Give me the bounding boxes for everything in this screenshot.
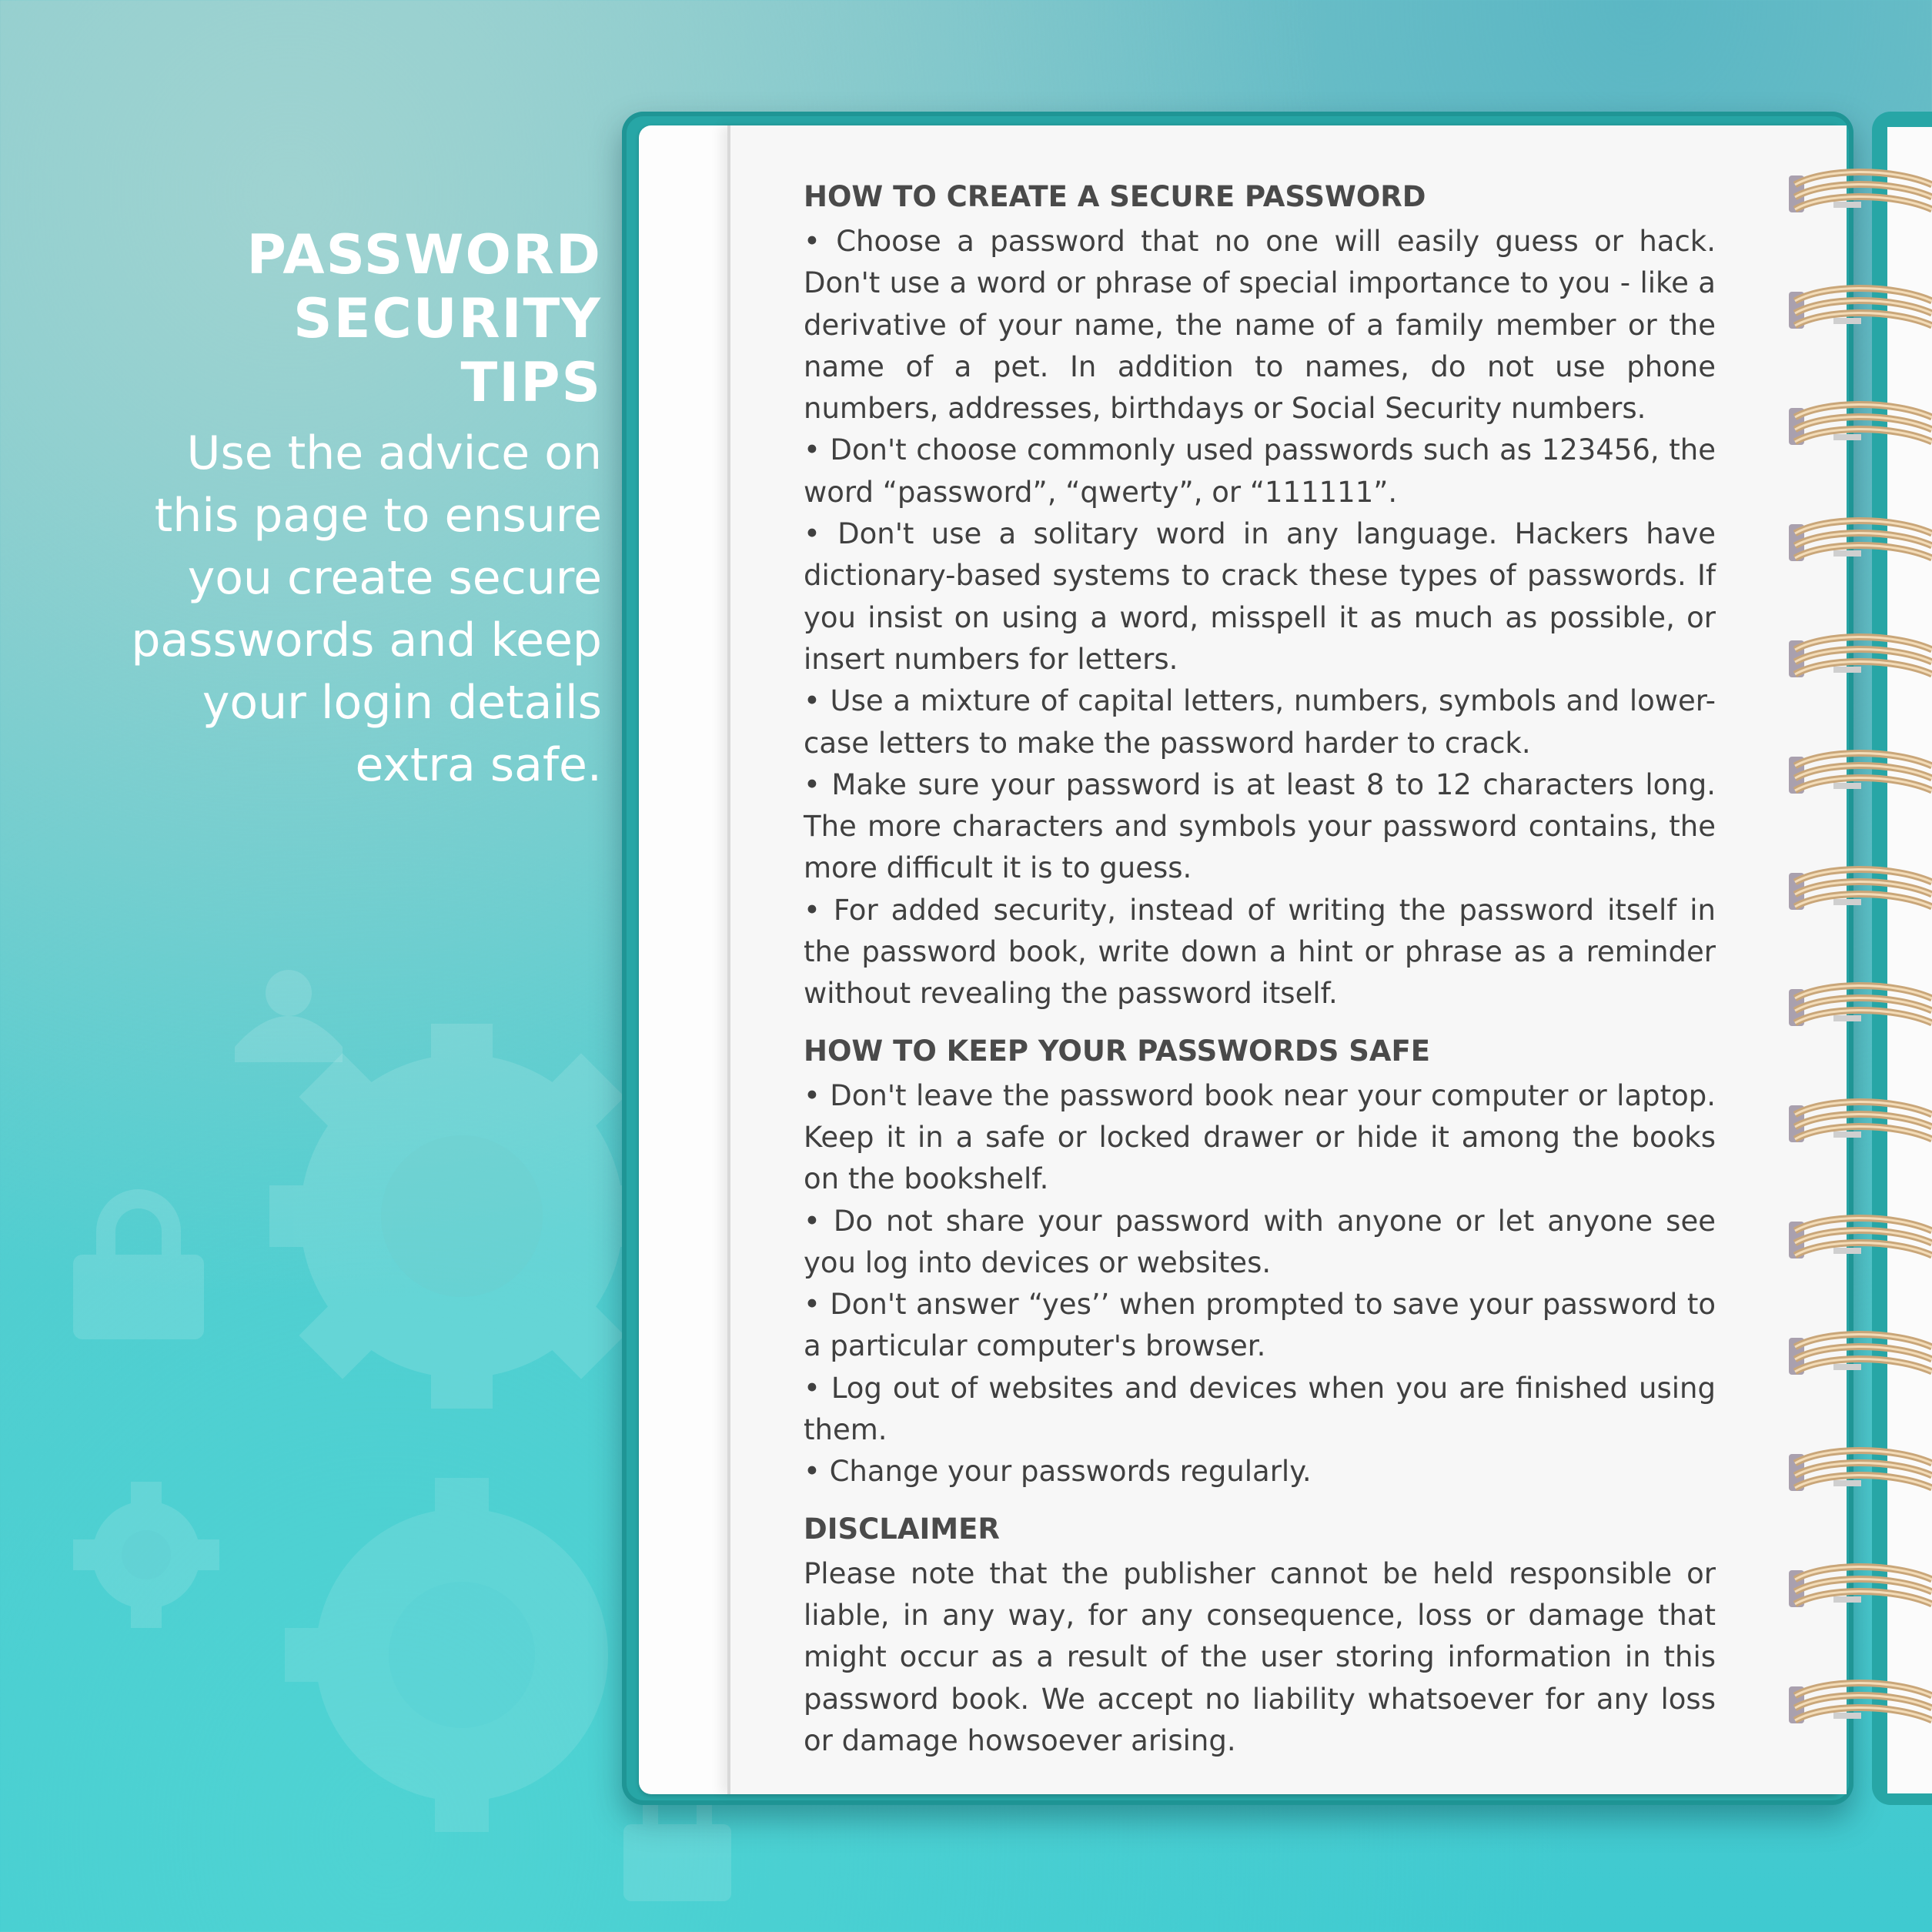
section-heading-create: HOW TO CREATE A SECURE PASSWORD [804, 180, 1426, 213]
intro-description-line: passwords and keep [131, 613, 602, 667]
intro-description [23, 423, 602, 797]
intro-description-line: your login details [202, 676, 602, 730]
spiral-ring [1778, 743, 1932, 827]
tip-paragraph: • Log out of websites and devices when you are finished using them. [804, 1371, 1716, 1447]
tip-paragraph: • Don't choose commonly used passwords such as 123456, the word “password”, “qwerty”, or “111111”. [804, 433, 1716, 509]
tip-paragraph: • Do not share your password with anyone or let anyone see you log into devices or websites. [804, 1204, 1716, 1279]
intro-description-line: this page to ensure [154, 489, 602, 543]
tip-paragraph: • Don't use a solitary word in any language. Hackers have dictionary-based systems to crack these types of passwords. If you insist on using a word, misspell it as much as possible, or insert numbers for letters. [804, 517, 1716, 676]
intro-panel [23, 223, 602, 797]
tip-paragraph: • Use a mixture of capital letters, numbers, symbols and lower-case letters to make the password harder to crack. [804, 684, 1716, 760]
page-content [804, 173, 1716, 1762]
intro-description-line: Use the advice on [186, 426, 602, 480]
intro-title-line: PASSWORD [246, 223, 602, 286]
spiral-ring [1778, 627, 1932, 711]
tip-paragraph: • Make sure your password is at least 8 to 12 characters long. The more characters and symbols your password contains, the more difficult it is to guess. [804, 767, 1716, 885]
intro-title-line: TIPS [460, 351, 602, 414]
spiral-ring [1778, 1208, 1932, 1292]
spiral-ring [1778, 394, 1932, 479]
tip-paragraph: • Don't answer “yes’’ when prompted to save your password to a particular computer's browser. [804, 1288, 1716, 1363]
section-heading-keep-safe: HOW TO KEEP YOUR PASSWORDS SAFE [804, 1034, 1431, 1068]
user-icon [235, 970, 343, 1062]
spiral-ring [1778, 278, 1932, 363]
intro-description-line: you create secure [187, 551, 602, 605]
tip-paragraph: • Don't leave the password book near your computer or laptop. Keep it in a safe or locked drawer or hide it among the books on the bookshelf. [804, 1078, 1716, 1196]
section-heading-disclaimer: DISCLAIMER [804, 1512, 1000, 1546]
tip-paragraph: • Change your passwords regularly. [804, 1455, 1312, 1489]
spiral-ring [1778, 1440, 1932, 1525]
spiral-ring [1778, 510, 1932, 595]
intro-description-line: extra safe. [355, 738, 602, 792]
spiral-ring [1778, 1091, 1932, 1176]
disclaimer-paragraph: Please note that the publisher cannot be held responsible or liable, in any way, for any consequence, loss or damage that might occur as a result of the user storing information in this password book. We accept no liability whatsoever for any loss or damage howsoever arising. [804, 1556, 1716, 1757]
spiral-ring [1778, 1673, 1932, 1757]
spiral-ring [1778, 1556, 1932, 1641]
spiral-binding [1778, 162, 1932, 1786]
spiral-ring [1778, 162, 1932, 246]
notebook-page [727, 125, 1847, 1794]
tip-paragraph: • Choose a password that no one will easily guess or hack. Don't use a word or phrase of special importance to you - like a derivative of your name, the name of a family member or the name of a pet. In addition to names, do not use phone numbers, addresses, birthdays or Social Security numbers. [804, 225, 1716, 426]
tip-paragraph: • For added security, instead of writing the password itself in the password book, write down a hint or phrase as a reminder without revealing the password itself. [804, 893, 1716, 1011]
intro-title-line: SECURITY [293, 287, 602, 350]
spiral-ring [1778, 859, 1932, 944]
lock-icon [73, 1189, 204, 1339]
intro-title [23, 223, 602, 415]
spiral-ring [1778, 1324, 1932, 1409]
spiral-ring [1778, 975, 1932, 1060]
